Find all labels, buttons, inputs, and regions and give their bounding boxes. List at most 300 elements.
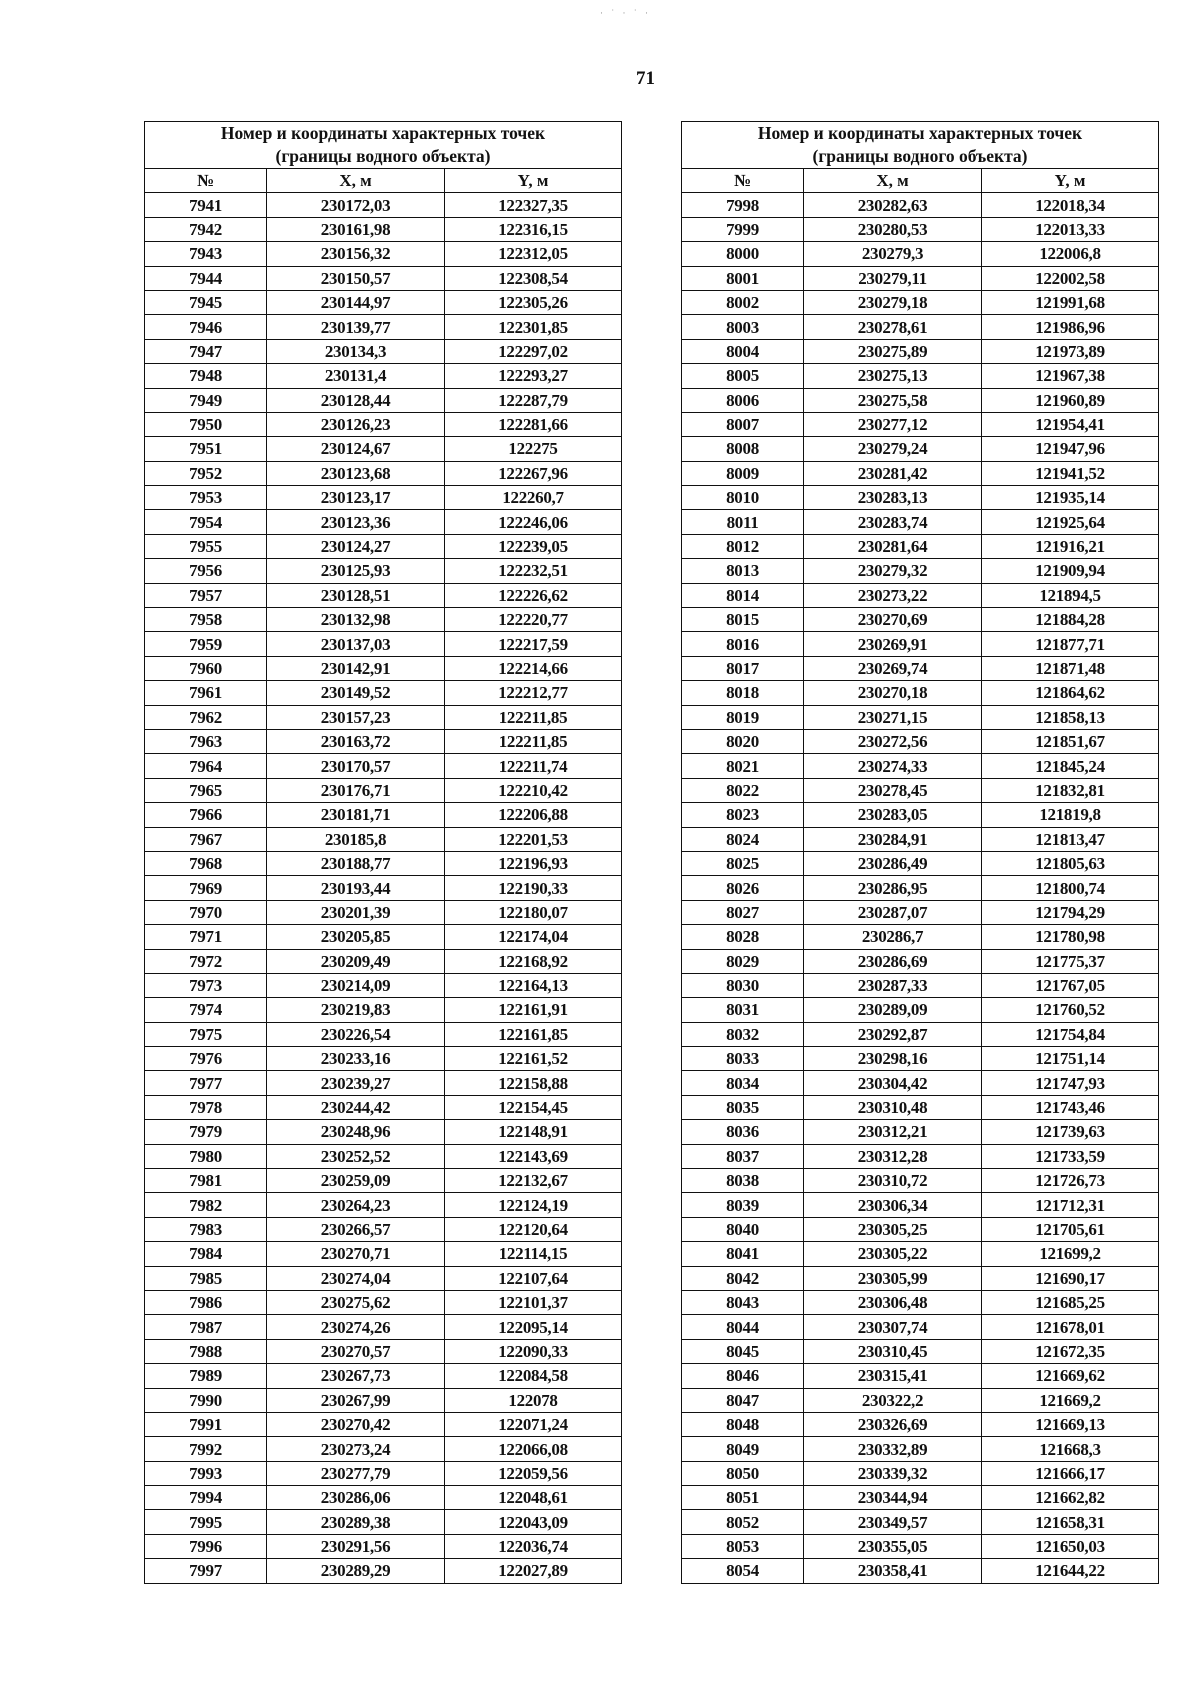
- y-coordinate-cell: 121947,96: [982, 437, 1159, 461]
- table-row: [682, 1095, 1159, 1119]
- table-row: [682, 973, 1159, 997]
- point-number-cell: 7961: [145, 681, 267, 705]
- x-coordinate-cell: 230275,13: [804, 364, 982, 388]
- y-coordinate-cell: 121935,14: [982, 486, 1159, 510]
- x-coordinate-cell: 230286,95: [804, 876, 982, 900]
- point-number-cell: 8003: [682, 315, 804, 339]
- point-number-cell: 7996: [145, 1534, 267, 1558]
- y-coordinate-cell: 121690,17: [982, 1266, 1159, 1290]
- point-number-cell: 8013: [682, 559, 804, 583]
- table-row: [145, 242, 622, 266]
- table-row: [682, 1022, 1159, 1046]
- table-row: [145, 705, 622, 729]
- table-row: [682, 1144, 1159, 1168]
- x-coordinate-cell: 230157,23: [267, 705, 445, 729]
- x-coordinate-cell: 230128,44: [267, 388, 445, 412]
- x-coordinate-cell: 230279,3: [804, 242, 982, 266]
- point-number-cell: 7999: [682, 217, 804, 241]
- x-coordinate-cell: 230287,07: [804, 900, 982, 924]
- y-coordinate-cell: 121794,29: [982, 900, 1159, 924]
- x-coordinate-cell: 230315,41: [804, 1364, 982, 1388]
- x-coordinate-cell: 230126,23: [267, 412, 445, 436]
- x-coordinate-cell: 230132,98: [267, 608, 445, 632]
- point-number-cell: 8012: [682, 534, 804, 558]
- y-coordinate-cell: 121884,28: [982, 608, 1159, 632]
- table-title-line2: (границы водного объекта): [812, 146, 1028, 166]
- point-number-cell: 7957: [145, 583, 267, 607]
- y-coordinate-cell: 122211,85: [445, 705, 622, 729]
- point-number-cell: 7959: [145, 632, 267, 656]
- x-coordinate-cell: 230150,57: [267, 266, 445, 290]
- x-coordinate-cell: 230310,48: [804, 1095, 982, 1119]
- point-number-cell: 8025: [682, 851, 804, 875]
- y-coordinate-cell: 121666,17: [982, 1461, 1159, 1485]
- y-coordinate-cell: 122168,92: [445, 949, 622, 973]
- point-number-cell: 7955: [145, 534, 267, 558]
- y-coordinate-cell: 121845,24: [982, 754, 1159, 778]
- point-number-cell: 8030: [682, 973, 804, 997]
- x-coordinate-cell: 230161,98: [267, 217, 445, 241]
- y-coordinate-cell: 121941,52: [982, 461, 1159, 485]
- y-coordinate-cell: 121751,14: [982, 1047, 1159, 1071]
- x-coordinate-cell: 230188,77: [267, 851, 445, 875]
- y-coordinate-cell: 121819,8: [982, 803, 1159, 827]
- table-row: [145, 217, 622, 241]
- point-number-cell: 7958: [145, 608, 267, 632]
- y-coordinate-cell: 122297,02: [445, 339, 622, 363]
- x-coordinate-cell: 230349,57: [804, 1510, 982, 1534]
- point-number-cell: 8048: [682, 1412, 804, 1436]
- table-row: [682, 1315, 1159, 1339]
- table-body: [682, 193, 1159, 1583]
- y-coordinate-cell: 122066,08: [445, 1437, 622, 1461]
- y-coordinate-cell: 121894,5: [982, 583, 1159, 607]
- point-number-cell: 7980: [145, 1144, 267, 1168]
- point-number-cell: 8020: [682, 729, 804, 753]
- table-row: [145, 1486, 622, 1510]
- y-coordinate-cell: 122232,51: [445, 559, 622, 583]
- table-row: [145, 1217, 622, 1241]
- point-number-cell: 8001: [682, 266, 804, 290]
- y-coordinate-cell: 122287,79: [445, 388, 622, 412]
- y-coordinate-cell: 122246,06: [445, 510, 622, 534]
- y-coordinate-cell: 121739,63: [982, 1120, 1159, 1144]
- x-coordinate-cell: 230312,21: [804, 1120, 982, 1144]
- point-number-cell: 8053: [682, 1534, 804, 1558]
- y-coordinate-cell: 122002,58: [982, 266, 1159, 290]
- x-coordinate-cell: 230283,13: [804, 486, 982, 510]
- table-row: [145, 1290, 622, 1314]
- point-number-cell: 7966: [145, 803, 267, 827]
- table-row: [682, 461, 1159, 485]
- y-coordinate-cell: 121858,13: [982, 705, 1159, 729]
- table-row: [682, 437, 1159, 461]
- point-number-cell: 7994: [145, 1486, 267, 1510]
- table-row: [682, 827, 1159, 851]
- x-coordinate-cell: 230305,99: [804, 1266, 982, 1290]
- y-coordinate-cell: 121877,71: [982, 632, 1159, 656]
- x-coordinate-cell: 230277,12: [804, 412, 982, 436]
- table-row: [145, 388, 622, 412]
- x-coordinate-cell: 230322,2: [804, 1388, 982, 1412]
- x-coordinate-cell: 230287,33: [804, 973, 982, 997]
- x-coordinate-cell: 230128,51: [267, 583, 445, 607]
- y-coordinate-cell: 121973,89: [982, 339, 1159, 363]
- point-number-cell: 7998: [682, 193, 804, 217]
- page-number: 71: [636, 68, 655, 89]
- y-coordinate-cell: 122196,93: [445, 851, 622, 875]
- table-row: [145, 803, 622, 827]
- table-row: [682, 1217, 1159, 1241]
- y-coordinate-cell: 121672,35: [982, 1339, 1159, 1363]
- x-coordinate-cell: 230139,77: [267, 315, 445, 339]
- point-number-cell: 7967: [145, 827, 267, 851]
- x-coordinate-cell: 230271,15: [804, 705, 982, 729]
- x-coordinate-cell: 230358,41: [804, 1559, 982, 1583]
- x-coordinate-cell: 230281,64: [804, 534, 982, 558]
- y-coordinate-cell: 122226,62: [445, 583, 622, 607]
- x-coordinate-cell: 230275,62: [267, 1290, 445, 1314]
- table-row: [682, 242, 1159, 266]
- y-coordinate-cell: 122154,45: [445, 1095, 622, 1119]
- point-number-cell: 8015: [682, 608, 804, 632]
- y-coordinate-cell: 121669,62: [982, 1364, 1159, 1388]
- table-row: [682, 559, 1159, 583]
- point-number-cell: 8051: [682, 1486, 804, 1510]
- point-number-cell: 8042: [682, 1266, 804, 1290]
- point-number-cell: 7956: [145, 559, 267, 583]
- point-number-cell: 8035: [682, 1095, 804, 1119]
- point-number-cell: 8052: [682, 1510, 804, 1534]
- table-row: [682, 1388, 1159, 1412]
- x-coordinate-cell: 230267,73: [267, 1364, 445, 1388]
- table-row: [682, 1169, 1159, 1193]
- y-coordinate-cell: 122161,91: [445, 998, 622, 1022]
- y-coordinate-cell: 122305,26: [445, 290, 622, 314]
- x-coordinate-cell: 230149,52: [267, 681, 445, 705]
- y-coordinate-cell: 121805,63: [982, 851, 1159, 875]
- x-coordinate-cell: 230355,05: [804, 1534, 982, 1558]
- point-number-cell: 7974: [145, 998, 267, 1022]
- point-number-cell: 8026: [682, 876, 804, 900]
- x-coordinate-cell: 230278,61: [804, 315, 982, 339]
- point-number-cell: 8021: [682, 754, 804, 778]
- y-coordinate-cell: 122190,33: [445, 876, 622, 900]
- x-coordinate-cell: 230275,89: [804, 339, 982, 363]
- table-row: [145, 900, 622, 924]
- table-row: [145, 412, 622, 436]
- table-row: [145, 193, 622, 217]
- table-row: [145, 608, 622, 632]
- y-coordinate-cell: 121699,2: [982, 1242, 1159, 1266]
- y-coordinate-cell: 121813,47: [982, 827, 1159, 851]
- point-number-cell: 7965: [145, 778, 267, 802]
- table-row: [145, 973, 622, 997]
- table-row: [682, 217, 1159, 241]
- point-number-cell: 8040: [682, 1217, 804, 1241]
- x-coordinate-cell: 230264,23: [267, 1193, 445, 1217]
- y-coordinate-cell: 122107,64: [445, 1266, 622, 1290]
- point-number-cell: 7987: [145, 1315, 267, 1339]
- point-number-cell: 8010: [682, 486, 804, 510]
- x-coordinate-cell: 230280,53: [804, 217, 982, 241]
- y-coordinate-cell: 122124,19: [445, 1193, 622, 1217]
- x-coordinate-cell: 230283,05: [804, 803, 982, 827]
- table-row: [682, 803, 1159, 827]
- point-number-cell: 8023: [682, 803, 804, 827]
- y-coordinate-cell: 121960,89: [982, 388, 1159, 412]
- table-row: [682, 583, 1159, 607]
- x-coordinate-cell: 230289,38: [267, 1510, 445, 1534]
- x-coordinate-cell: 230272,56: [804, 729, 982, 753]
- x-coordinate-cell: 230279,11: [804, 266, 982, 290]
- table-row: [145, 1437, 622, 1461]
- x-coordinate-cell: 230344,94: [804, 1486, 982, 1510]
- x-coordinate-cell: 230248,96: [267, 1120, 445, 1144]
- y-coordinate-cell: 122143,69: [445, 1144, 622, 1168]
- table-row: [145, 1339, 622, 1363]
- point-number-cell: 8038: [682, 1169, 804, 1193]
- y-coordinate-cell: 121967,38: [982, 364, 1159, 388]
- table-row: [145, 486, 622, 510]
- table-row: [145, 1169, 622, 1193]
- x-coordinate-cell: 230142,91: [267, 656, 445, 680]
- point-number-cell: 7968: [145, 851, 267, 875]
- table-body: [145, 193, 622, 1583]
- y-coordinate-cell: 122220,77: [445, 608, 622, 632]
- point-number-cell: 7971: [145, 925, 267, 949]
- point-number-cell: 8047: [682, 1388, 804, 1412]
- x-coordinate-cell: 230305,25: [804, 1217, 982, 1241]
- y-coordinate-cell: 122217,59: [445, 632, 622, 656]
- point-number-cell: 8054: [682, 1559, 804, 1583]
- y-coordinate-cell: 122071,24: [445, 1412, 622, 1436]
- table-row: [682, 729, 1159, 753]
- table-row: [682, 1290, 1159, 1314]
- table-row: [145, 998, 622, 1022]
- x-coordinate-cell: 230275,58: [804, 388, 982, 412]
- x-coordinate-cell: 230289,29: [267, 1559, 445, 1583]
- x-coordinate-cell: 230291,56: [267, 1534, 445, 1558]
- y-coordinate-cell: 121864,62: [982, 681, 1159, 705]
- table-row: [682, 534, 1159, 558]
- y-coordinate-cell: 121662,82: [982, 1486, 1159, 1510]
- x-coordinate-cell: 230282,63: [804, 193, 982, 217]
- x-coordinate-cell: 230305,22: [804, 1242, 982, 1266]
- table-row: [145, 949, 622, 973]
- y-coordinate-cell: 121678,01: [982, 1315, 1159, 1339]
- x-coordinate-cell: 230339,32: [804, 1461, 982, 1485]
- point-number-cell: 7976: [145, 1047, 267, 1071]
- point-number-cell: 7970: [145, 900, 267, 924]
- table-row: [145, 681, 622, 705]
- y-coordinate-cell: 122084,58: [445, 1364, 622, 1388]
- y-coordinate-cell: 122048,61: [445, 1486, 622, 1510]
- y-coordinate-cell: 121668,3: [982, 1437, 1159, 1461]
- table-row: [145, 266, 622, 290]
- y-coordinate-cell: 122006,8: [982, 242, 1159, 266]
- point-number-cell: 8005: [682, 364, 804, 388]
- table-row: [145, 1266, 622, 1290]
- x-coordinate-cell: 230286,06: [267, 1486, 445, 1510]
- table-row: [682, 998, 1159, 1022]
- table-row: [682, 1534, 1159, 1558]
- y-coordinate-cell: 122164,13: [445, 973, 622, 997]
- point-number-cell: 7962: [145, 705, 267, 729]
- table-row: [682, 1339, 1159, 1363]
- point-number-cell: 7989: [145, 1364, 267, 1388]
- table-title: [682, 122, 1159, 169]
- y-coordinate-cell: 121685,25: [982, 1290, 1159, 1314]
- point-number-cell: 8031: [682, 998, 804, 1022]
- y-coordinate-cell: 122161,85: [445, 1022, 622, 1046]
- point-number-cell: 8019: [682, 705, 804, 729]
- x-coordinate-cell: 230201,39: [267, 900, 445, 924]
- y-coordinate-cell: 122180,07: [445, 900, 622, 924]
- x-coordinate-cell: 230181,71: [267, 803, 445, 827]
- x-coordinate-cell: 230298,16: [804, 1047, 982, 1071]
- table-row: [145, 1412, 622, 1436]
- point-number-cell: 8036: [682, 1120, 804, 1144]
- y-coordinate-cell: 121733,59: [982, 1144, 1159, 1168]
- x-coordinate-cell: 230310,45: [804, 1339, 982, 1363]
- table-row: [145, 339, 622, 363]
- y-coordinate-cell: 122158,88: [445, 1071, 622, 1095]
- x-coordinate-cell: 230185,8: [267, 827, 445, 851]
- point-number-cell: 7949: [145, 388, 267, 412]
- x-coordinate-cell: 230144,97: [267, 290, 445, 314]
- y-coordinate-cell: 122078: [445, 1388, 622, 1412]
- x-coordinate-cell: 230277,79: [267, 1461, 445, 1485]
- x-coordinate-cell: 230123,17: [267, 486, 445, 510]
- table-row: [145, 315, 622, 339]
- point-number-cell: 7975: [145, 1022, 267, 1046]
- y-coordinate-cell: 121754,84: [982, 1022, 1159, 1046]
- point-number-cell: 8044: [682, 1315, 804, 1339]
- table-row: [682, 315, 1159, 339]
- y-coordinate-cell: 122036,74: [445, 1534, 622, 1558]
- table-row: [682, 290, 1159, 314]
- y-coordinate-cell: 122132,67: [445, 1169, 622, 1193]
- x-coordinate-cell: 230239,27: [267, 1071, 445, 1095]
- y-coordinate-cell: 121832,81: [982, 778, 1159, 802]
- x-coordinate-cell: 230137,03: [267, 632, 445, 656]
- point-number-cell: 7985: [145, 1266, 267, 1290]
- x-coordinate-cell: 230123,36: [267, 510, 445, 534]
- table-row: [145, 534, 622, 558]
- x-coordinate-cell: 230292,87: [804, 1022, 982, 1046]
- x-coordinate-cell: 230193,44: [267, 876, 445, 900]
- y-coordinate-cell: 122095,14: [445, 1315, 622, 1339]
- x-coordinate-cell: 230312,28: [804, 1144, 982, 1168]
- table-row: [145, 290, 622, 314]
- y-coordinate-cell: 122327,35: [445, 193, 622, 217]
- y-coordinate-cell: 122148,91: [445, 1120, 622, 1144]
- x-coordinate-cell: 230170,57: [267, 754, 445, 778]
- table-row: [145, 437, 622, 461]
- x-coordinate-cell: 230289,09: [804, 998, 982, 1022]
- table-row: [145, 827, 622, 851]
- table-row: [682, 1242, 1159, 1266]
- y-coordinate-cell: 121669,13: [982, 1412, 1159, 1436]
- table-row: [682, 1461, 1159, 1485]
- x-coordinate-cell: 230124,67: [267, 437, 445, 461]
- y-coordinate-cell: 122090,33: [445, 1339, 622, 1363]
- y-coordinate-cell: 122043,09: [445, 1510, 622, 1534]
- x-coordinate-cell: 230172,03: [267, 193, 445, 217]
- y-coordinate-cell: 122120,64: [445, 1217, 622, 1241]
- point-number-cell: 8004: [682, 339, 804, 363]
- y-coordinate-cell: 121780,98: [982, 925, 1159, 949]
- point-number-cell: 7969: [145, 876, 267, 900]
- table-row: [145, 754, 622, 778]
- table-title-line1: Номер и координаты характерных точек: [757, 123, 1083, 143]
- point-number-cell: 8007: [682, 412, 804, 436]
- table-row: [682, 656, 1159, 680]
- point-number-cell: 7946: [145, 315, 267, 339]
- table-row: [682, 705, 1159, 729]
- table-row: [682, 1437, 1159, 1461]
- point-number-cell: 7942: [145, 217, 267, 241]
- y-coordinate-cell: 122206,88: [445, 803, 622, 827]
- point-number-cell: 8006: [682, 388, 804, 412]
- x-coordinate-cell: 230270,18: [804, 681, 982, 705]
- y-coordinate-cell: 121986,96: [982, 315, 1159, 339]
- table-row: [145, 925, 622, 949]
- y-coordinate-cell: 121743,46: [982, 1095, 1159, 1119]
- table-row: [682, 486, 1159, 510]
- point-number-cell: 7944: [145, 266, 267, 290]
- x-coordinate-cell: 230123,68: [267, 461, 445, 485]
- point-number-cell: 8017: [682, 656, 804, 680]
- x-coordinate-cell: 230279,24: [804, 437, 982, 461]
- y-coordinate-cell: 122027,89: [445, 1559, 622, 1583]
- x-coordinate-cell: 230332,89: [804, 1437, 982, 1461]
- y-coordinate-cell: 121705,61: [982, 1217, 1159, 1241]
- y-coordinate-cell: 121925,64: [982, 510, 1159, 534]
- y-coordinate-cell: 122201,53: [445, 827, 622, 851]
- x-coordinate-cell: 230304,42: [804, 1071, 982, 1095]
- point-number-cell: 7948: [145, 364, 267, 388]
- point-number-cell: 8045: [682, 1339, 804, 1363]
- point-number-cell: 7990: [145, 1388, 267, 1412]
- table-row: [682, 412, 1159, 436]
- y-coordinate-cell: 122267,96: [445, 461, 622, 485]
- table-title: [145, 122, 622, 169]
- y-coordinate-cell: 122101,37: [445, 1290, 622, 1314]
- point-number-cell: 8029: [682, 949, 804, 973]
- table-row: [682, 608, 1159, 632]
- point-number-cell: 7979: [145, 1120, 267, 1144]
- point-number-cell: 8018: [682, 681, 804, 705]
- table-row: [682, 778, 1159, 802]
- y-coordinate-cell: 122210,42: [445, 778, 622, 802]
- point-number-cell: 7984: [145, 1242, 267, 1266]
- x-coordinate-cell: 230163,72: [267, 729, 445, 753]
- table-row: [145, 1095, 622, 1119]
- point-number-cell: 7964: [145, 754, 267, 778]
- x-coordinate-cell: 230306,34: [804, 1193, 982, 1217]
- y-coordinate-cell: 122013,33: [982, 217, 1159, 241]
- x-coordinate-cell: 230269,74: [804, 656, 982, 680]
- table-row: [145, 1461, 622, 1485]
- point-number-cell: 7977: [145, 1071, 267, 1095]
- point-number-cell: 8014: [682, 583, 804, 607]
- x-coordinate-cell: 230214,09: [267, 973, 445, 997]
- y-coordinate-cell: 122293,27: [445, 364, 622, 388]
- y-coordinate-cell: 121644,22: [982, 1559, 1159, 1583]
- y-coordinate-cell: 121871,48: [982, 656, 1159, 680]
